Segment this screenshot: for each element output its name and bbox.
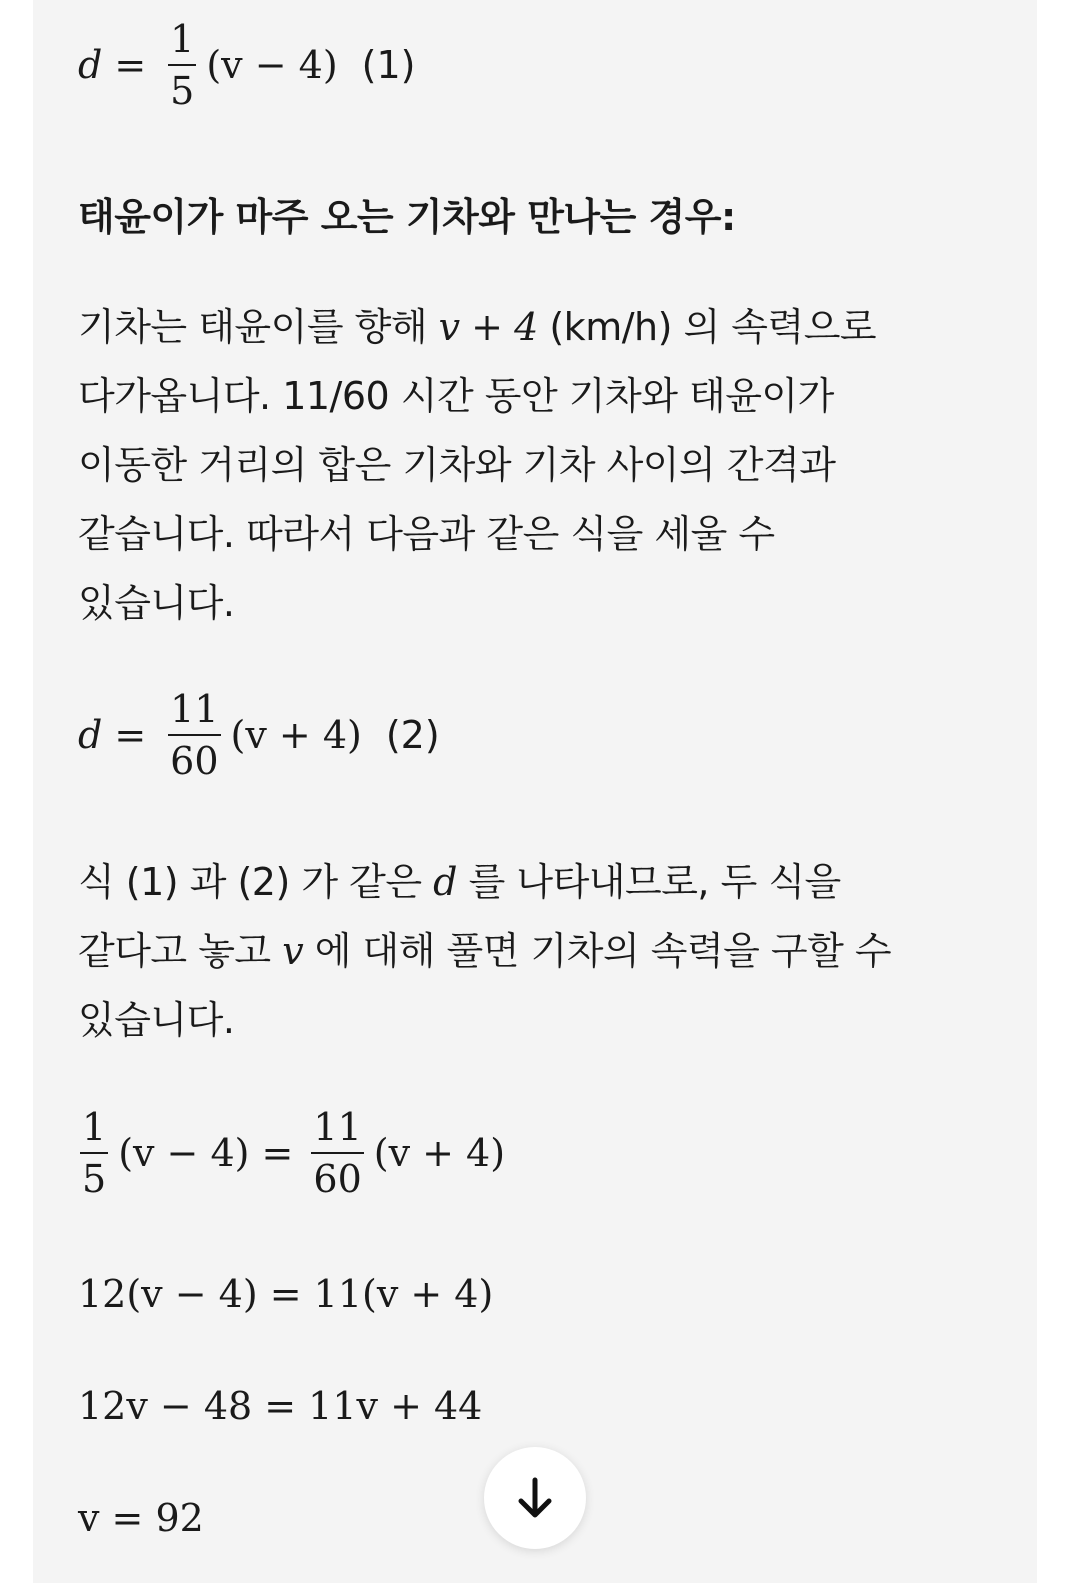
paragraph-2-line-1 [78,848,978,917]
paragraph-1-line-4: 같습니다. 따라서 다음과 같은 식을 세울 수 [78,512,775,556]
eq3-denominator-1: 5 [80,1152,108,1198]
paragraph-1-line-5: 있습니다. [78,581,235,625]
equals-sign: = [114,713,147,757]
eq1-rest: (v − 4) [206,43,338,87]
p2-text-c: 같다고 놓고 [78,929,283,973]
p2-text-a: 식 (1) 과 (2) 가 같은 [78,860,434,904]
equation-6: v = 92 [78,1496,204,1540]
p2-inline-math-d: d [433,860,457,904]
eq1-label: (1) [361,43,416,87]
paragraph-1-line-3: 이동한 거리의 합은 기차와 기차 사이의 간격과 [78,443,836,487]
p1-text-a: 기차는 태윤이를 향해 [78,305,439,349]
arrow-down-icon [515,1476,555,1520]
equation-3 [80,1105,506,1201]
eq3-rest-1: (v − 4) = [118,1131,294,1175]
eq1-denominator: 5 [168,64,196,110]
eq3-fraction-1 [80,1105,108,1201]
equation-1 [78,17,416,113]
eq1-lhs: d [78,43,103,87]
eq1-fraction [168,17,196,113]
paragraph-2-line-2 [78,917,978,986]
eq2-fraction [168,687,220,783]
equals-sign: = [114,43,147,87]
p2-inline-math-v: v [282,929,304,973]
p1-inline-math: v + 4 [438,305,538,349]
eq2-lhs: d [78,713,103,757]
eq3-rest-2: (v + 4) [373,1131,506,1175]
paragraph-2 [78,848,978,1055]
p2-text-b: 를 나타내므로, 두 식을 [457,860,841,904]
eq3-numerator-2: 11 [313,1105,362,1149]
section-heading: 태윤이가 마주 오는 기차와 만나는 경우: [78,195,736,239]
paragraph-1-line-2: 다가옵니다. 11/60 시간 동안 기차와 태윤이가 [78,374,834,418]
eq3-denominator-2: 60 [311,1152,363,1198]
eq2-denominator: 60 [168,734,220,780]
eq3-numerator-1: 1 [82,1105,107,1149]
eq2-rest: (v + 4) [230,713,362,757]
eq2-numerator: 11 [170,687,219,731]
p2-text-d: 에 대해 풀면 기차의 속력을 구할 수 [303,929,892,973]
eq3-fraction-2 [311,1105,363,1201]
equation-5: 12v − 48 = 11v + 44 [78,1384,483,1428]
equation-4: 12(v − 4) = 11(v + 4) [78,1272,494,1316]
eq2-label: (2) [385,713,440,757]
p1-text-b: (km/h) 의 속력으로 [537,305,877,349]
equation-2 [78,687,440,783]
eq1-numerator: 1 [170,17,195,61]
scroll-to-bottom-button[interactable] [484,1447,586,1549]
paragraph-1 [78,293,978,638]
paragraph-2-line-3: 있습니다. [78,998,235,1042]
paragraph-1-line-1 [78,293,978,362]
